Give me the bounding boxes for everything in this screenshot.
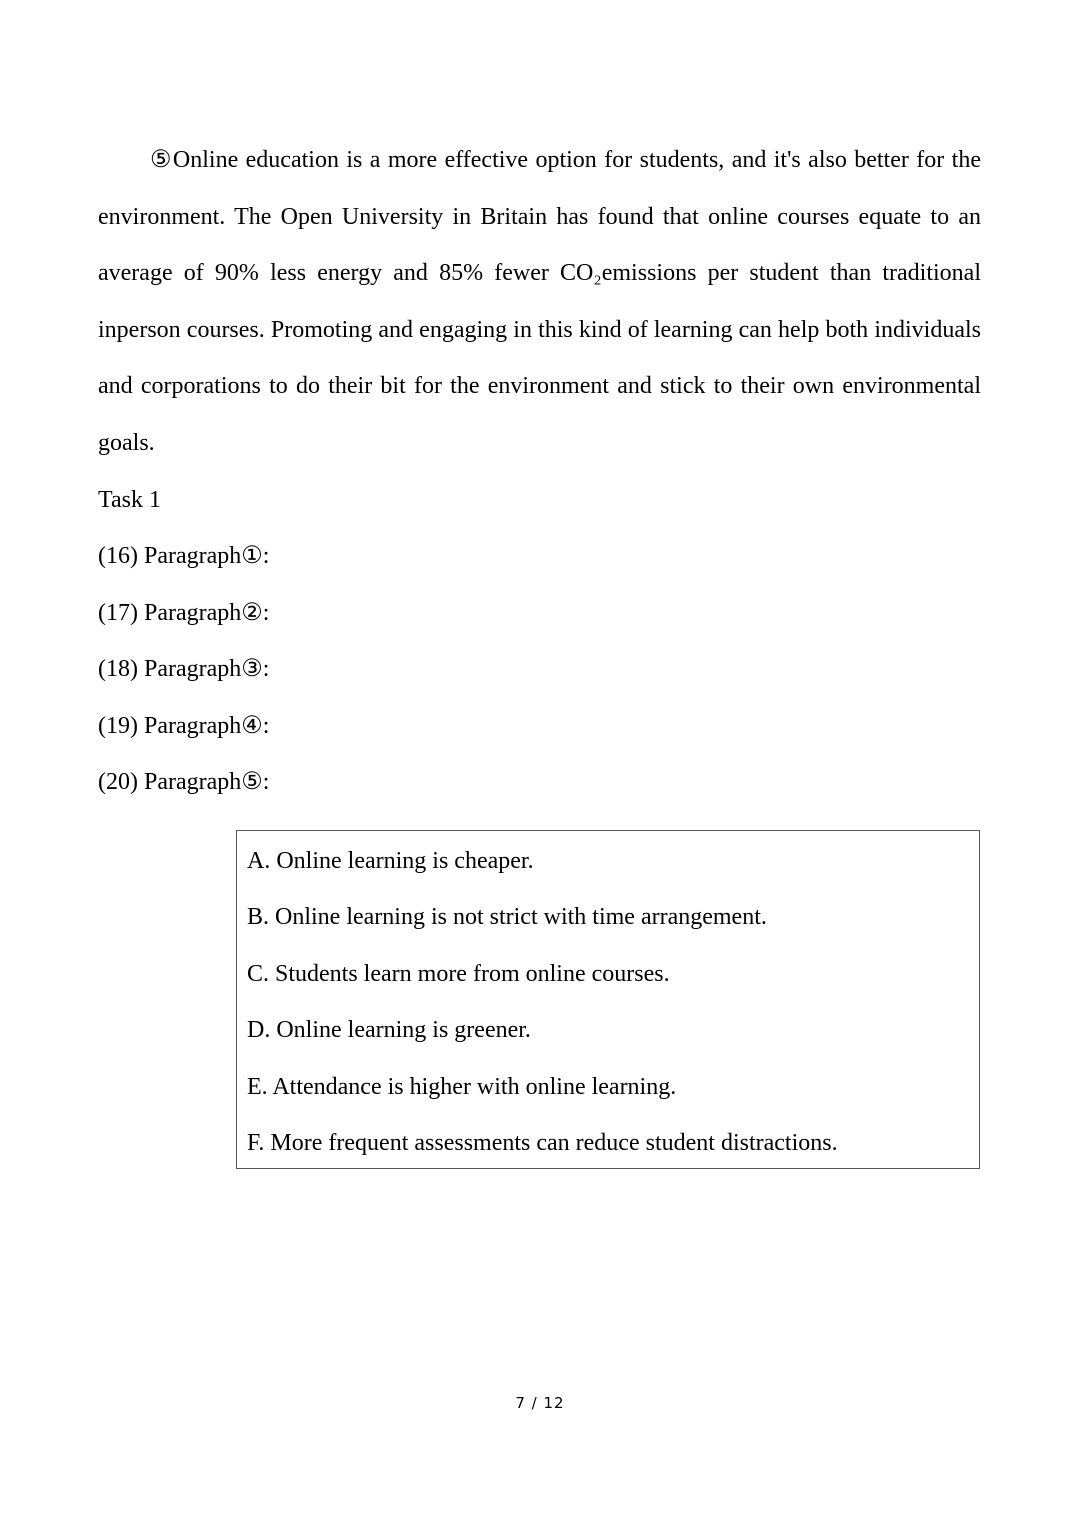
option-f: F. More frequent assessments can reduce student distractions. <box>247 1130 838 1156</box>
option-c: C. Students learn more from online courses. <box>247 961 670 987</box>
paragraph-5-text: ⑤Online education is a more effective option for students, and it's also better for the environment. The Open University in Britain has found that online courses equate to an average of 90% less energy and 85% fewer CO₂emissions per student than traditional inperson courses. Promoting and engaging in this kind of learning can help both individuals and corporations to do their bit for the environment and stick to their own environmental goals. <box>98 147 981 456</box>
task-item-18: (18) Paragraph③: <box>98 656 270 682</box>
task-title: Task 1 <box>98 487 161 513</box>
option-a: A. Online learning is cheaper. <box>247 848 534 874</box>
options-box <box>236 830 980 1169</box>
task-item-17: (17) Paragraph②: <box>98 600 270 626</box>
option-d: D. Online learning is greener. <box>247 1017 531 1043</box>
task-item-19: (19) Paragraph④: <box>98 713 270 739</box>
task-item-16: (16) Paragraph①: <box>98 543 270 569</box>
option-b: B. Online learning is not strict with time arrangement. <box>247 904 767 930</box>
option-e: E. Attendance is higher with online learning. <box>247 1074 677 1100</box>
task-item-20: (20) Paragraph⑤: <box>98 769 270 795</box>
page-number: 7 / 12 <box>515 1394 565 1412</box>
